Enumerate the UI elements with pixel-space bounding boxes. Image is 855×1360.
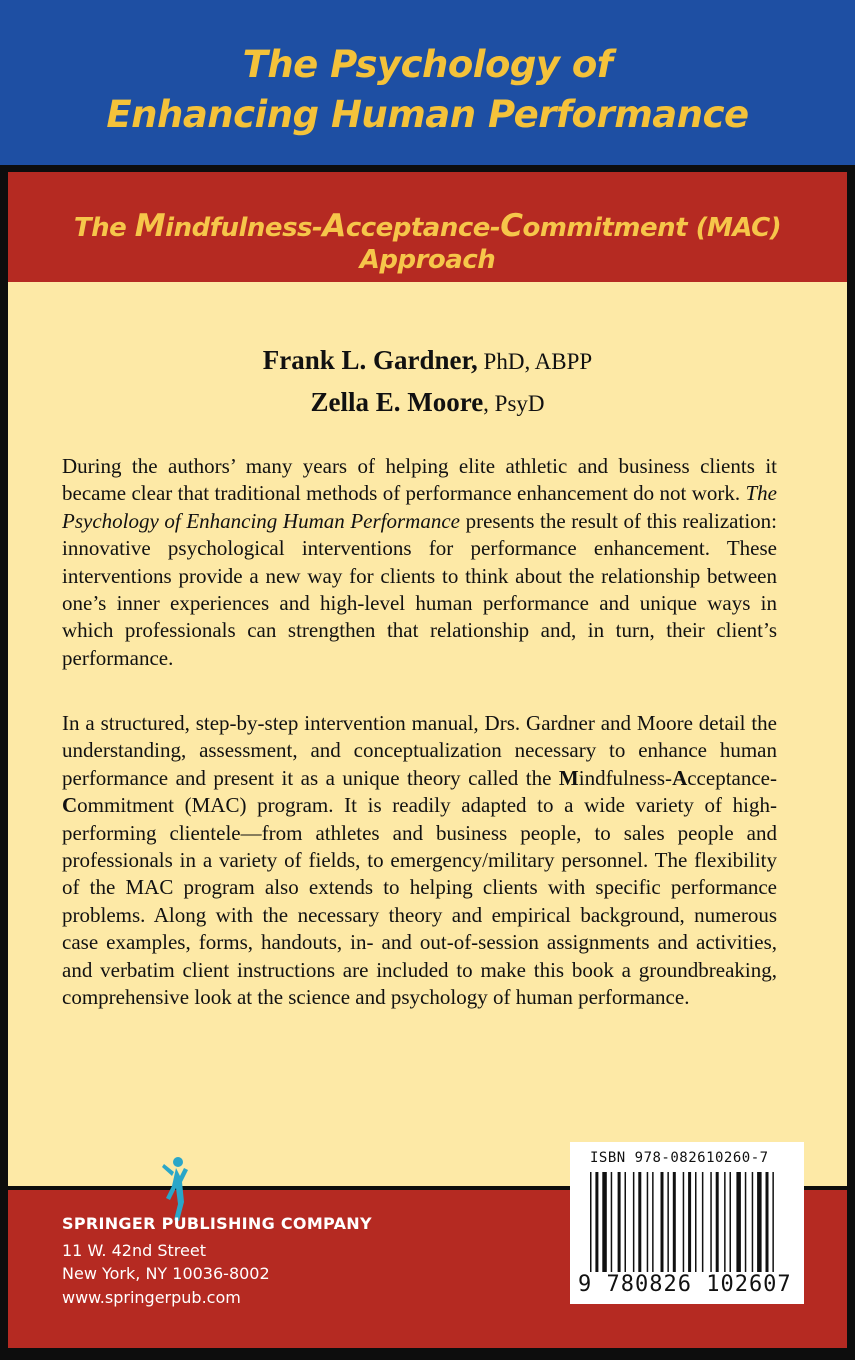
book-title-mention: The Psychology of Enhancing Human Performance <box>62 481 777 533</box>
book-title-line1: The Psychology of <box>242 43 613 86</box>
authors-block <box>0 340 855 424</box>
barcode-bars <box>588 1172 788 1284</box>
publisher-website: www.springerpub.com <box>62 1288 241 1307</box>
author-line <box>0 382 855 424</box>
barcode-digits: 9 780826 102607 <box>578 1272 792 1297</box>
barcode <box>570 1142 804 1304</box>
book-title-line2: Enhancing Human Performance <box>106 93 749 136</box>
isbn-label: ISBN 978-082610260-7 <box>590 1150 769 1166</box>
description-paragraph: During the authors’ many years of helping elite athletic and business clients it became clear that traditional methods of performance enhancement do not work. The Psychology of Enhancing Human Performance presents the result of this realization: innovative psychological interventions for performance enhancement. These interventions provide a new way for clients to think about the relationship between one’s inner experiences and high-level human performance and unique ways in which professionals can strengthen that relationship and, in turn, their client’s performance. <box>62 454 777 670</box>
description-paragraph: In a structured, step-by-step intervention manual, Drs. Gardner and Moore detail the understanding, assessment, and conceptualization necessary to enhance human performance and present it as a unique theory called the Mindfulness-Acceptance-Commitment (MAC) program. It is readily adapted to a wide variety of high-performing clientele—from athletes and business people, to sales people and professionals in a variety of fields, to emergency/military personnel. The flexibility of the MAC program also extends to helping clients with specific performance problems. Along with the necessary theory and empirical background, numerous case examples, forms, handouts, in- and out-of-session assignments and activities, and verbatim client instructions are included to make this book a groundbreaking, comprehensive look at the science and psychology of human performance. <box>62 711 777 1010</box>
author-name: Zella E. Moore <box>310 387 484 417</box>
publisher-name: SPRINGER PUBLISHING COMPANY <box>62 1214 372 1233</box>
author-line <box>0 340 855 382</box>
book-title <box>0 40 855 140</box>
publisher-address-line: 11 W. 42nd Street <box>62 1241 206 1260</box>
author-credentials: , PsyD <box>483 391 545 416</box>
author-name: Frank L. Gardner, <box>262 345 478 375</box>
publisher-address-line: New York, NY 10036-8002 <box>62 1264 270 1283</box>
leaping-figure-icon <box>160 1156 190 1222</box>
book-subtitle: The Mindfulness-Acceptance-Commitment (MAC) Approach <box>73 208 782 275</box>
author-credentials: PhD, ABPP <box>477 349 593 374</box>
